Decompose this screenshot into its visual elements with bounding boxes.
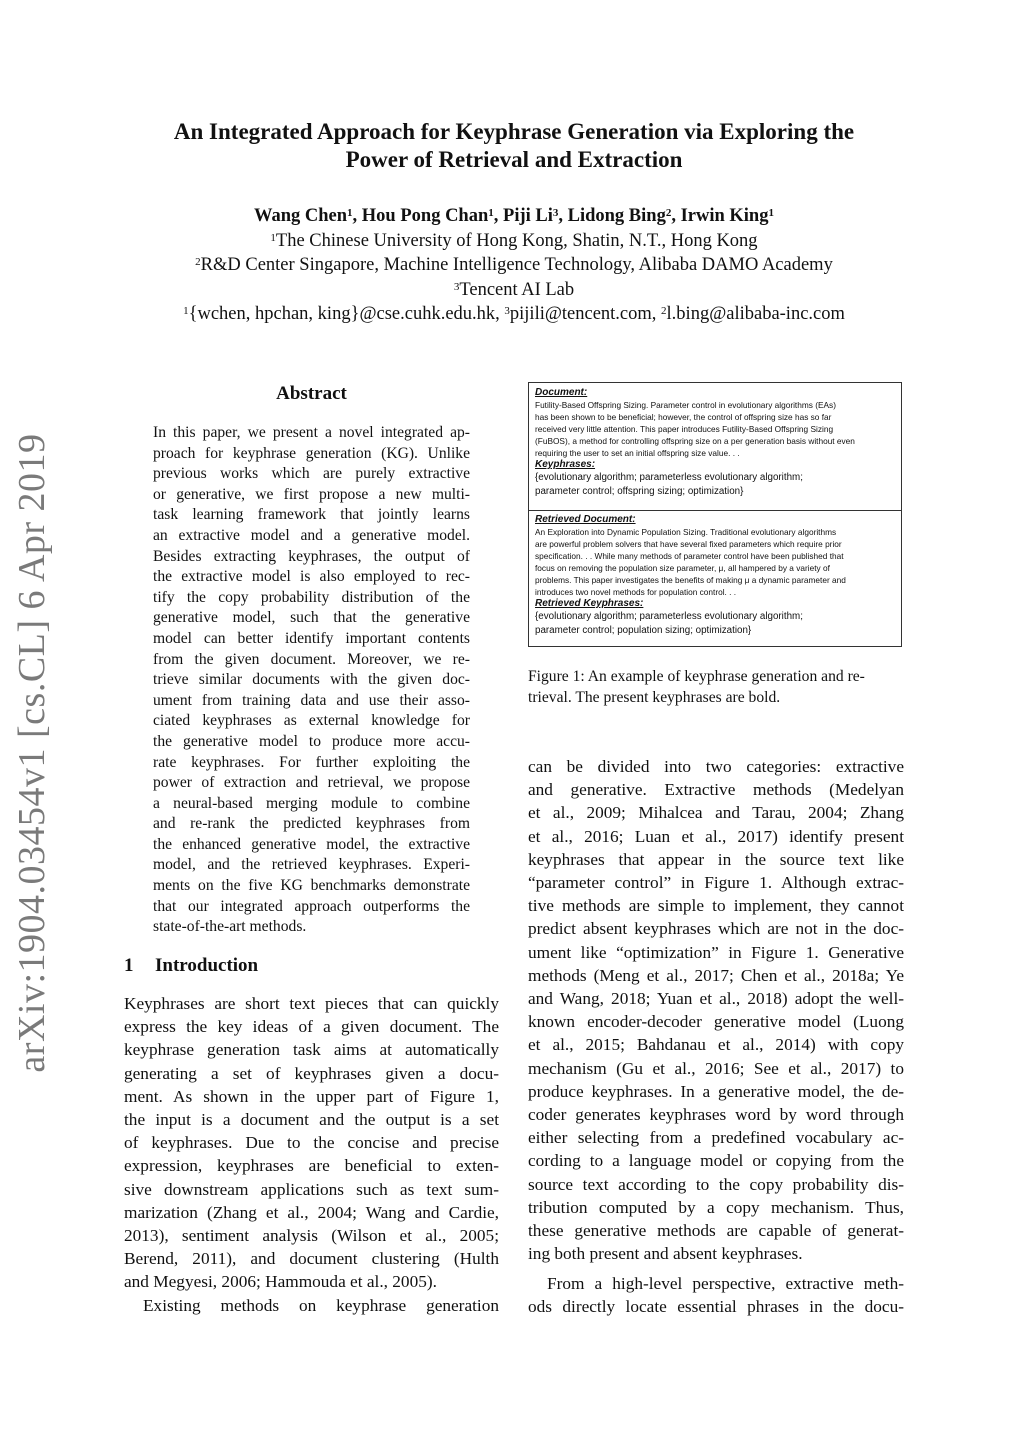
document-line: has been shown to be beneficial; however, the control of offspring size has so far <box>535 412 832 422</box>
text-line: that our integrated approach outperforms the <box>153 897 470 915</box>
retrieved-line: focus on removing the population size parameter, μ, all hampered by a variety of <box>535 563 830 573</box>
text-line: previous works which are purely extractive <box>153 465 470 483</box>
email: {wchen, hpchan, king}@cse.cuhk.edu.hk, <box>188 304 500 324</box>
text-line: “parameter control” in Figure 1. Although extrac- <box>528 873 904 893</box>
text-line: Existing methods on keyphrase generation <box>143 1295 499 1315</box>
author-aff-mark: 3 <box>552 207 559 219</box>
text-line: ciated keyphrases as external knowledge for <box>153 712 470 730</box>
abstract-body <box>153 423 470 938</box>
text-line: expression, keyphrases are beneficial to exten- <box>124 1156 499 1176</box>
text-line: Keyphrases are short text pieces that can quickly <box>124 994 499 1013</box>
text-line: model can better identify important contents <box>153 629 470 647</box>
text-line: of keyphrases. Due to the concise and precise <box>124 1133 499 1153</box>
email: pijili@tencent.com, <box>509 304 657 324</box>
text-line: can be divided into two categories: extractive <box>528 757 904 776</box>
text-line: proach for keyphrase generation (KG). Unlike <box>153 444 470 462</box>
text-line: generative model, such that the generative <box>153 609 470 627</box>
keyphrases-line: {evolutionary algorithm; parameterless evolutionary algorithm; <box>535 472 803 483</box>
text-line: and Megyesi, 2006; Hammouda et al., 2005). <box>124 1272 437 1292</box>
retrieved-keyphrases-line: {evolutionary algorithm; parameterless evolutionary algorithm; <box>535 611 803 622</box>
author-name: Hou Pong Chan <box>361 206 489 226</box>
intro-column-left <box>124 992 499 1317</box>
text-line: express the key ideas of a given document. The <box>124 1017 499 1037</box>
retrieved-line: are powerful problem solvers that have several fixed parameters which require prior <box>535 539 842 549</box>
text-line: the generative model to produce more accu- <box>153 732 470 750</box>
text-line: generating a set of keyphrases given a docu- <box>124 1063 499 1083</box>
text-line: ing both present and absent keyphrases. <box>528 1244 803 1264</box>
retrieved-document-label: Retrieved Document: <box>535 514 636 525</box>
intro-column-right-para2 <box>528 1272 904 1318</box>
text-line: Berend, 2011), and document clustering (Hulth <box>124 1249 499 1269</box>
text-line: tive methods are simple to implement, they cannot <box>528 896 904 916</box>
text-line: either selecting from a predefined vocabulary ac- <box>528 1128 904 1148</box>
intro-column-right <box>528 755 904 1265</box>
text-line: et al., 2015; Bahdanau et al., 2014) with copy <box>528 1035 904 1055</box>
text-line: predict absent keyphrases which are not in the doc- <box>528 919 904 939</box>
author-name: Piji Li <box>503 206 553 226</box>
author-block <box>60 204 968 327</box>
text-line: keyphrases that appear in the source text like <box>528 849 904 869</box>
caption-line: Figure 1: An example of keyphrase generation and re- <box>528 668 865 685</box>
section-title: Introduction <box>155 955 259 976</box>
retrieved-line: An Exploration into Dynamic Population Sizing. Traditional evolutionary algorithms <box>535 527 837 537</box>
text-line: methods (Meng et al., 2017; Chen et al., 2018a; Ye <box>528 965 904 985</box>
text-line: 2013), sentiment analysis (Wilson et al., 2005; <box>124 1226 499 1246</box>
keyphrases-line: parameter control; offspring sizing; optimization} <box>535 486 744 497</box>
text-line: cording to a language model or copying from the <box>528 1151 904 1171</box>
section-heading <box>124 955 258 977</box>
text-line: keyphrase generation task aims at automatically <box>124 1040 499 1060</box>
paper-title <box>100 118 928 174</box>
text-line: the enhanced generative model, the extractive <box>153 835 470 853</box>
author-list: Wang Chen$^1$, Hou Pong Chan$^1$, Piji Li$^3$, Lidong Bing$^2$, Irwin King$^1$ <box>254 206 774 226</box>
email: l.bing@alibaba-inc.com <box>666 304 845 324</box>
email-mark: 3 <box>504 305 510 317</box>
text-line: and re-rank the predicted keyphrases from <box>153 815 470 833</box>
text-line: a neural-based merging module to combine <box>153 794 470 812</box>
aff-mark: 2 <box>195 256 201 268</box>
aff-mark: 3 <box>453 280 460 293</box>
text-line: known encoder-decoder generative model (Luong <box>528 1012 904 1032</box>
document-block <box>535 387 897 499</box>
text-line: task learning framework that jointly learns <box>153 506 470 524</box>
affiliation <box>60 253 968 278</box>
text-line: sive downstream applications such as text sum- <box>124 1179 499 1199</box>
retrieved-keyphrases-line: parameter control; population sizing; optimization} <box>535 625 752 636</box>
text-line: from the given document. Moreover, we re- <box>153 650 470 668</box>
text-line: Besides extracting keyphrases, the output of <box>153 547 470 565</box>
text-line: mechanism (Gu et al., 2016; See et al., 2017) to <box>528 1058 904 1078</box>
author-name: Lidong Bing <box>567 206 666 226</box>
text-line: From a high-level perspective, extractive meth- <box>547 1274 904 1293</box>
author-aff-mark: 1 <box>347 207 353 219</box>
document-line: (FuBOS), a method for controlling offspring size on a per generation basis without even <box>535 436 855 446</box>
title-line: An Integrated Approach for Keyphrase Generation via Exploring the <box>173 119 855 144</box>
caption-line: trieval. The present keyphrases are bold. <box>528 688 781 706</box>
text-line: power of extraction and retrieval, we propose <box>153 774 470 792</box>
author-aff-mark: 1 <box>768 207 774 219</box>
retrieved-line: specification. . . While many methods of parameter control have been published that <box>535 551 844 561</box>
document-line: requiring the user to set an initial offspring size value. . . <box>535 448 740 458</box>
text-line: an extractive model and a generative model. <box>153 526 470 544</box>
abstract-heading: Abstract <box>276 383 347 404</box>
text-line: coder generates keyphrases word by word through <box>528 1105 904 1125</box>
text-line: ments on the five KG benchmarks demonstrate <box>153 877 470 895</box>
text-line: ument from training data and use their asso- <box>153 691 470 709</box>
text-line: and Wang, 2018; Yuan et al., 2018) adopt the well- <box>528 989 904 1009</box>
text-line: the input is a document and the output is a set <box>124 1110 499 1130</box>
text-line: these generative methods are capable of generat- <box>528 1221 904 1241</box>
text-line: produce keyphrases. In a generative model, the de- <box>528 1081 904 1101</box>
aff-text: The Chinese University of Hong Kong, Shatin, N.T., Hong Kong <box>275 230 758 251</box>
text-line: tribution computed by a copy mechanism. Thus, <box>528 1197 904 1217</box>
document-line: Futility-Based Offspring Sizing. Parameter control in evolutionary algorithms (EAs) <box>535 400 836 410</box>
arxiv-stamp: arXiv:1904.03454v1 [cs.CL] 6 Apr 2019 <box>11 433 53 1073</box>
figure-1-caption <box>528 667 904 708</box>
text-line: et al., 2016; Luan et al., 2017) identify present <box>528 826 904 846</box>
aff-mark: 1 <box>270 231 276 244</box>
author-aff-mark: 1 <box>488 207 494 219</box>
text-line: ument like “optimization” in Figure 1. Generative <box>528 942 904 962</box>
section-number: 1 <box>124 955 134 976</box>
document-label: Document: <box>535 387 588 398</box>
text-line: In this paper, we present a novel integrated ap- <box>153 424 470 441</box>
retrieved-line: introduces two novel methods for population control. . . <box>535 587 737 597</box>
text-line: ods directly locate essential phrases in the docu- <box>528 1297 904 1317</box>
document-line: received very little attention. This paper introduces Futility-Based Offspring Sizing <box>535 424 834 434</box>
author-aff-mark: 2 <box>665 207 672 219</box>
title-line: Power of Retrieval and Extraction <box>345 147 683 172</box>
text-line: and generative. Extractive methods (Medelyan <box>528 780 904 800</box>
retrieved-block <box>535 514 897 638</box>
text-line: source text according to the copy probability dis- <box>528 1174 904 1194</box>
aff-text: R&D Center Singapore, Machine Intelligence Technology, Alibaba DAMO Academy <box>200 255 833 275</box>
keyphrases-label: Keyphrases: <box>535 459 596 470</box>
figure-divider <box>529 510 901 511</box>
text-line: the extractive model is also employed to rec- <box>153 568 470 586</box>
author-name: Wang Chen <box>254 206 348 226</box>
text-line: ment. As shown in the upper part of Figure 1, <box>124 1086 499 1106</box>
figure-1-box <box>528 382 902 647</box>
text-line: or generative, we first propose a new multi- <box>153 485 470 503</box>
email-mark: 2 <box>661 305 667 317</box>
retrieved-keyphrases-label: Retrieved Keyphrases: <box>535 598 644 609</box>
text-line: trieve similar documents with the given doc- <box>153 671 470 689</box>
aff-text: Tencent AI Lab <box>459 279 575 300</box>
text-line: marization (Zhang et al., 2004; Wang and Cardie, <box>124 1202 499 1222</box>
text-line: tify the copy probability distribution of the <box>153 588 470 606</box>
text-line: model, and the retrieved keyphrases. Experi- <box>153 856 470 874</box>
text-line: rate keyphrases. For further exploiting the <box>153 753 470 771</box>
retrieved-line: problems. This paper investigates the benefits of making μ a dynamic parameter and <box>535 575 846 585</box>
text-line: state-of-the-art methods. <box>153 918 307 936</box>
emails <box>60 302 968 327</box>
text-line: et al., 2009; Mihalcea and Tarau, 2004; Zhang <box>528 803 904 823</box>
affiliation <box>60 278 968 303</box>
author-name: Irwin King <box>680 206 769 226</box>
affiliation <box>60 229 968 254</box>
email-mark: 1 <box>183 305 189 317</box>
